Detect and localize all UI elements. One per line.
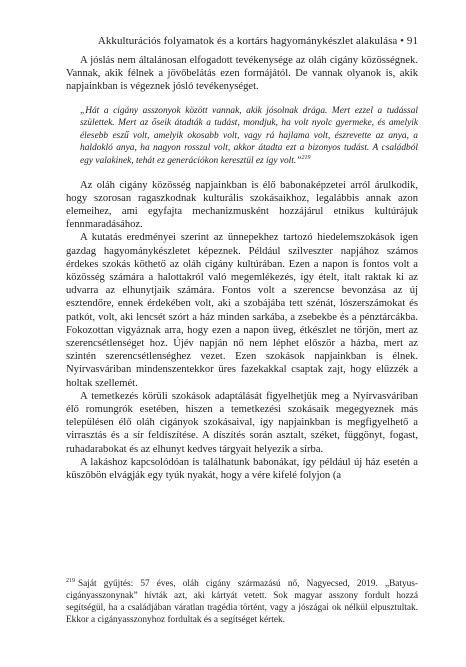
footnote-reference[interactable]: 219 (301, 154, 311, 161)
main-text (66, 54, 418, 482)
page-number: 91 (406, 35, 418, 47)
footnote (66, 578, 418, 626)
paragraph-house-customs: A lakáshoz kapcsolódóan is találhatunk babonákat, így például új ház esetén a küszöbön elvágják egy tyúk nyakát, hogy a vére kifelé folyjon (a (66, 456, 418, 482)
paragraph-holidays: A kutatás eredményei szerint az ünnepekhez tartozó hiedelemszokások igen gazdag hagyománykészletet képeznek. Például szilveszter napjához számos érdekes szokás köthető az oláh cigány kultúrában. Ezen a napon is fontos volt a közösség számára a halottakról való megemlékezés, így ételt, italt raktak ki az udvarra az elhunytjaik számára. Fontos volt a szerencse bevonzása az új esztendőre, ennek érdekében volt, aki a szobájába tett szénát, lószerszámokat és patkót, volt, aki lencsét szórt a ház minden sarkába, a zsebekbe és a pénztárcákba. Fokozottan vigyáznak arra, hogy ezen a napon üveg, étkészlet ne törjön, mert az szerencsétlenséget hoz. Újév napján nő nem léphet először a házba, mert az szintén szerencsétlenséghez vezet. Ezen szokások napjainkban is élnek. Nyírvasváriban mindenszentekkor üres fazekakkal csaptak zajt, hogy elűzzék a holtak szellemét. (66, 232, 418, 389)
footnote-text: Saját gyűjtés: 57 éves, oláh cigány származású nő, Nagyecsed, 2019. „Batyus-cigányasszonynak” hívták azt, aki kártyát vetett. Sok magyar asszony fordult hozzá segítségül, ha a családjában váratlan tragédia történt, vagy a jószágai ok nélkül elpusztultak. Ekkor a cigányasszonyhoz fordultak és a segítséget kértek. (66, 579, 418, 625)
paragraph-superstitions: Az oláh cigány közösség napjainkban is élő babonaképzetei arról árulkodik, hogy szorosan ragaszkodnak kulturális szokásaikhoz, legalábbis annak azon elemeihez, ami egyfajta mechanizmusként hozzájárul etnikus kultúrájuk fennmaradásához. (66, 179, 418, 231)
running-header (66, 34, 418, 48)
paragraph-burial-customs: A temetkezés körüli szokások adaptálását figyelhetjük meg a Nyírvasváriban élő romungrók esetében, hiszen a temetkezési szokásaik megegyeznek más településen élő oláh cigányok szokásaival, így napjainkban is megfigyelhető a virrasztás és a sír feldíszítése. A díszítés során asztalt, széket, függönyt, fogast, ruhadarabokat és az elhunyt kedves tárgyait helyezik a sírba. (66, 390, 418, 455)
quote-text: „Hát a cigány asszonyok között vannak, akik jósolnak drága. Mert ezzel a tudással születtek. Mert az őseik átadták a tudást, mondjuk, ha volt nyolc gyermeke, és amelyik élesebb eszű volt, amelyik okosabb volt, vagy rá hajlama volt, észrevette az anya, a haldokló anya, ha nagyon rosszul volt, akkor átadta ezt a bizonyos tudást. A családból egy valakinek, tehát ez generációkon keresztül ez így volt.” (80, 105, 418, 166)
header-separator: • (400, 35, 405, 47)
running-title: Akkulturációs folyamatok és a kortárs hagyománykészlet alakulása (97, 35, 398, 47)
footnote-number: 219 (66, 577, 75, 584)
interview-quote (80, 105, 418, 168)
paragraph-divination: A jóslás nem általánosan elfogadott tevékenysége az oláh cigány közösségnek. Vannak, akik félnek a jövőbelátás ezen formájától. De vannak olyanok is, akik napjainkban is végeznek jósló tevékenységet. (66, 55, 418, 93)
